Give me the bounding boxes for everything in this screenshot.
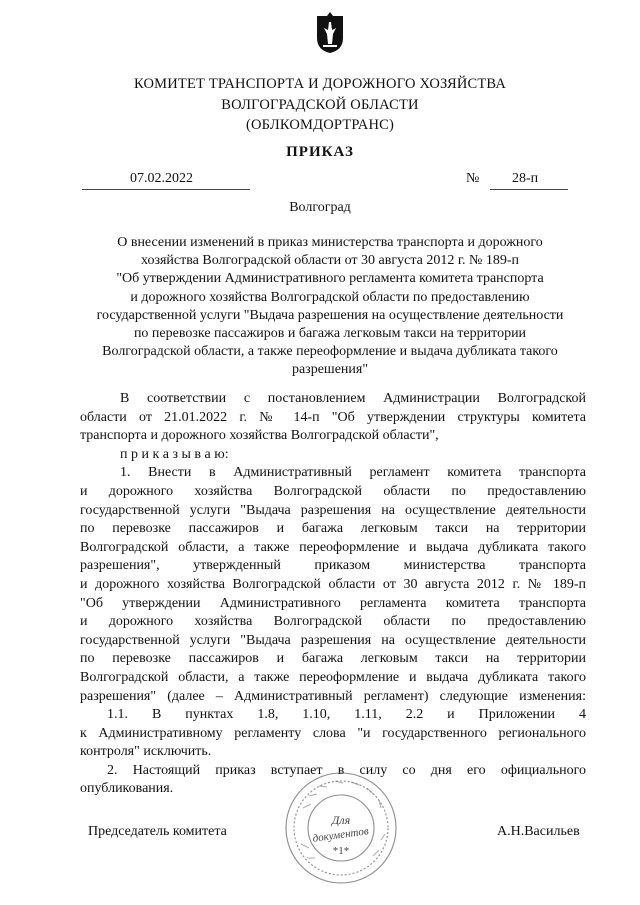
subject-line: и дорожного хозяйства Волгоградской области по предоставлению bbox=[130, 289, 530, 305]
item-line: Волгоградской области, а также переоформление и выдача дубликата такого bbox=[80, 539, 586, 555]
stamp-text-2: документов bbox=[311, 825, 370, 845]
subitem-line: 1.1. В пунктах 1.8, 1.10, 1.11, 2.2 и Приложении 4 bbox=[107, 707, 586, 723]
paragraph-line: В соответствии с постановлением Администрации Волгоградской bbox=[120, 391, 586, 406]
org-name-line2: ВОЛГОГРАДСКОЙ ОБЛАСТИ bbox=[221, 97, 419, 113]
item-line: 2. Настоящий приказ вступает в силу со дня его официального bbox=[107, 762, 586, 778]
city: Волгоград bbox=[289, 200, 351, 215]
item-line: разрешения", утвержденный приказом министерства транспорта bbox=[80, 558, 586, 574]
item-line: государственной услуги "Выдача разрешения на осуществление деятельности bbox=[80, 502, 586, 518]
stamp-text-3: *1* bbox=[332, 845, 350, 857]
item-line: Волгоградской области, а также переоформление и выдача дубликата такого bbox=[80, 669, 586, 685]
order-command: п р и к а з ы в а ю: bbox=[120, 446, 229, 462]
order-subject bbox=[70, 234, 590, 380]
seal-stamp bbox=[281, 768, 401, 888]
org-abbreviation: (ОБЛКОМДОРТРАНС) bbox=[245, 117, 395, 133]
item-line: по перевозке пассажиров и багажа легковым такси на территории bbox=[80, 521, 586, 537]
item-line: разрешения" (далее – Административный регламент) следующие изменения: bbox=[80, 688, 586, 704]
subject-line: О внесении изменений в приказ министерства транспорта и дорожного bbox=[117, 235, 543, 250]
subitem-line: контроля" исключить. bbox=[80, 744, 212, 760]
date-underline bbox=[82, 189, 250, 190]
order-date: 07.02.2022 bbox=[130, 171, 193, 186]
item-line: государственной услуги "Выдача разрешения на осуществление деятельности bbox=[80, 632, 586, 648]
signatory-name: А.Н.Васильев bbox=[497, 824, 580, 839]
item-line: "Об утверждении Административного регламента комитета транспорта bbox=[80, 595, 586, 611]
order-body bbox=[80, 390, 586, 799]
subject-line: разрешения" bbox=[291, 362, 369, 378]
number-sign: № bbox=[466, 171, 480, 186]
item-line: и дорожного хозяйства Волгоградской области по предоставлению bbox=[80, 483, 586, 499]
order-number: 28-п bbox=[512, 171, 539, 186]
subject-line: хозяйства Волгоградской области от 30 августа 2012 г. № 189-п bbox=[141, 253, 519, 269]
item-line: опубликования. bbox=[80, 781, 174, 797]
item-line: по перевозке пассажиров и багажа легковым такси на территории bbox=[80, 651, 586, 667]
number-underline bbox=[490, 189, 568, 190]
org-name-line1: КОМИТЕТ ТРАНСПОРТА И ДОРОЖНОГО ХОЗЯЙСТВА bbox=[133, 76, 507, 92]
item-line: и дорожного хозяйства Волгоградской области от 30 августа 2012 г. № 189-п bbox=[80, 576, 586, 592]
document-type: ПРИКАЗ bbox=[286, 144, 354, 160]
subject-line: Волгоградской области, а также переоформление и выдача дубликата такого bbox=[102, 344, 558, 360]
paragraph-line: области от 21.01.2022 г. № 14-п "Об утверждении структуры комитета bbox=[80, 409, 586, 425]
coat-of-arms-icon bbox=[315, 10, 345, 54]
subject-line: государственной услуги "Выдача разрешения на осуществление деятельности bbox=[96, 307, 564, 323]
signatory-position: Председатель комитета bbox=[88, 824, 227, 839]
item-line: и дорожного хозяйства Волгоградской области по предоставлению bbox=[80, 614, 586, 630]
item-line: 1. Внести в Административный регламент комитета транспорта bbox=[120, 465, 586, 481]
subitem-line: к Административному регламенту слова "и государственного регионального bbox=[80, 725, 586, 741]
subject-line: "Об утверждении Административного регламента комитета транспорта bbox=[116, 271, 544, 287]
paragraph-line: транспорта и дорожного хозяйства Волгоградской области", bbox=[80, 428, 439, 444]
subject-line: по перевозке пассажиров и багажа легковым такси на территории bbox=[133, 326, 527, 342]
stamp-text-1: Для bbox=[331, 813, 351, 827]
